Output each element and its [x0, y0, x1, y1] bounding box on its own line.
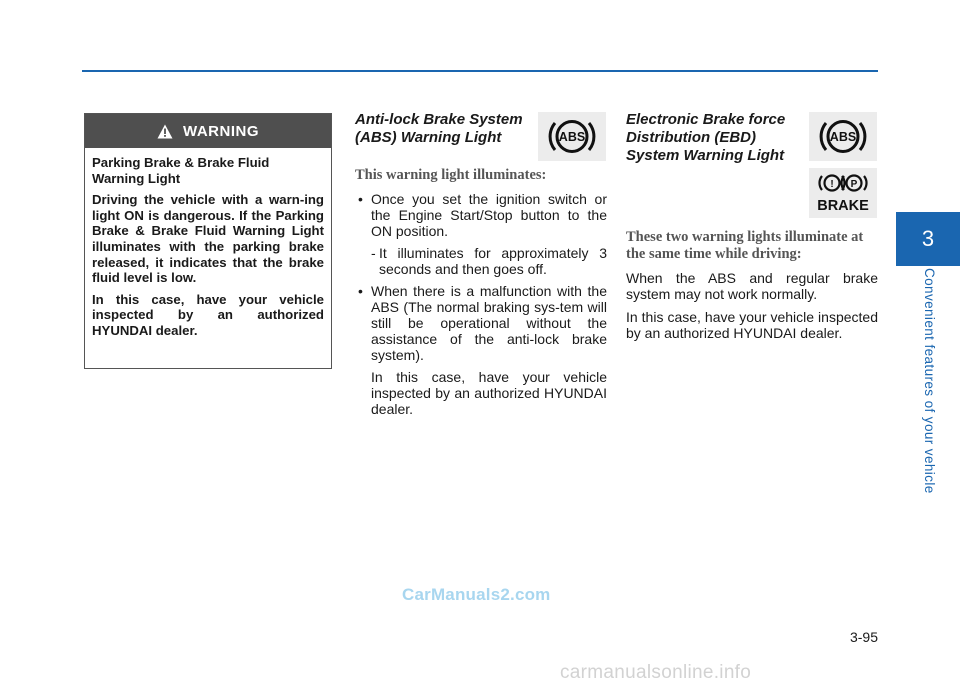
abs-lead: This warning light illuminates:	[355, 167, 547, 183]
page-number: 3-95	[849, 629, 878, 645]
svg-text:BRAKE: BRAKE	[817, 198, 869, 214]
warning-triangle-icon	[157, 124, 173, 139]
warning-box	[84, 113, 332, 369]
abs-title-line2: (ABS) Warning Light	[355, 129, 502, 146]
header-rule	[82, 70, 878, 72]
svg-text:P: P	[850, 179, 858, 190]
svg-text:ABS: ABS	[829, 130, 857, 144]
warning-header	[85, 114, 331, 148]
ebd-paragraph-2: In this case, have your vehicle inspected by an authorized HYUNDAI dealer.	[626, 309, 878, 341]
ebd-lead: These two warning lights illuminate at the same time while driving:	[626, 229, 864, 262]
warning-paragraph: In this case, have your vehicle inspected by an authorized HYUNDAI dealer.	[92, 291, 324, 338]
svg-text:ABS: ABS	[558, 130, 586, 144]
warning-header-label: WARNING	[183, 122, 259, 140]
chapter-tab	[896, 212, 960, 266]
ebd-title-line1: Electronic Brake force	[626, 111, 786, 128]
abs-section	[355, 111, 607, 423]
footer-logo[interactable]: carmanualsonline.info	[560, 662, 752, 683]
abs-bullet-1-sub	[355, 245, 607, 277]
chapter-number: 3	[921, 226, 935, 251]
abs-bullet-2: • When there is a malfunction with the ABS (The normal braking sys-tem will still be operational without the assistance of the anti-lock brake system).	[355, 283, 607, 363]
abs-title-line1: Anti-lock Brake System	[355, 111, 523, 128]
sub-dash: -	[371, 245, 376, 261]
abs-bullet-1: • Once you set the ignition switch or the Engine Start/Stop button to the ON position.	[355, 191, 607, 239]
warning-body	[85, 148, 331, 339]
warning-paragraph: Parking Brake & Brake Fluid Warning Light	[92, 155, 270, 186]
abs-bullet-2-continuation: In this case, have your vehicle inspected by an authorized HYUNDAI dealer.	[371, 369, 607, 417]
chapter-title-text: Convenient features of your vehicle	[922, 268, 937, 494]
ebd-title-line3: System Warning Light	[626, 147, 785, 164]
ebd-section	[626, 111, 878, 348]
ebd-title-line2: Distribution (EBD)	[626, 129, 756, 146]
watermark-link[interactable]: CarManuals2.com	[402, 585, 551, 604]
warning-paragraph: Driving the vehicle with a warn-ing light ON is dangerous. If the Parking Brake & Brake Fluid Warning Light illuminates with the parking brake released, it indicates that the brake fluid level is low.	[92, 192, 324, 286]
svg-text:!: !	[830, 179, 834, 190]
abs-bullet-1-sub-text: It illuminates for approximately 3 seconds and then goes off.	[379, 245, 607, 277]
ebd-paragraph-1: When the ABS and regular brake system may not work normally.	[626, 270, 878, 302]
